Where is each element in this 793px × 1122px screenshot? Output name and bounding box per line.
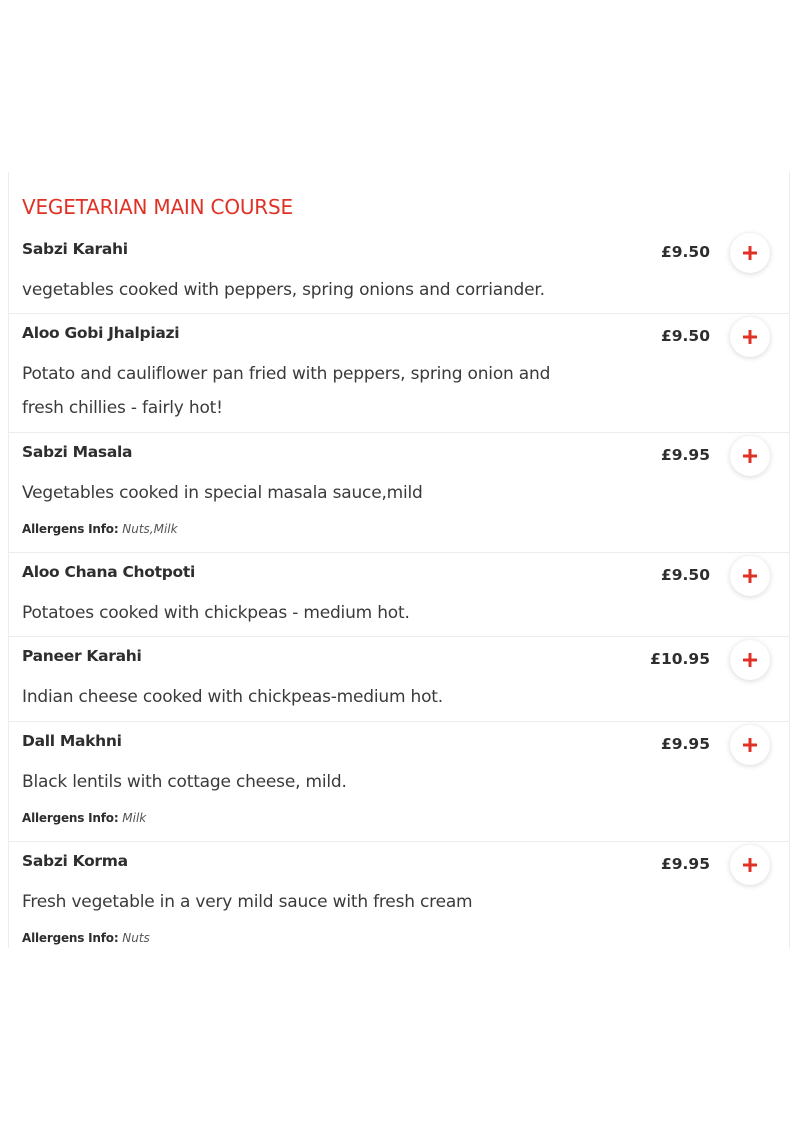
item-description: Black lentils with cottage cheese, mild. <box>22 772 347 792</box>
item-name: Sabzi Karahi <box>22 240 128 258</box>
allergens-label: Allergens Info: <box>22 522 119 536</box>
menu-item <box>9 433 789 553</box>
menu-item <box>9 553 789 637</box>
allergens-info <box>22 521 178 537</box>
plus-icon <box>742 857 758 873</box>
add-to-order-button[interactable] <box>730 725 770 765</box>
item-description: Indian cheese cooked with chickpeas-medium hot. <box>22 687 443 707</box>
item-description: Potato and cauliflower pan fried with peppers, spring onion and fresh chillies - fairly hot! <box>22 364 551 418</box>
menu-item-list <box>9 230 789 952</box>
item-name: Sabzi Masala <box>22 443 133 461</box>
item-name: Aloo Gobi Jhalpiazi <box>22 324 180 342</box>
item-price: £9.95 <box>660 735 710 753</box>
plus-icon <box>742 652 758 668</box>
item-description: vegetables cooked with peppers, spring onions and corriander. <box>22 280 545 300</box>
item-price: £9.95 <box>660 446 710 464</box>
allergens-label: Allergens Info: <box>22 811 119 825</box>
menu-item <box>9 842 789 952</box>
add-to-order-button[interactable] <box>730 556 770 596</box>
add-to-order-button[interactable] <box>730 640 770 680</box>
item-name: Paneer Karahi <box>22 647 142 665</box>
plus-icon <box>742 448 758 464</box>
menu-item <box>9 314 789 433</box>
plus-icon <box>742 245 758 261</box>
menu-item <box>9 722 789 842</box>
item-price: £9.50 <box>660 243 710 261</box>
section-title: VEGETARIAN MAIN COURSE <box>22 195 293 219</box>
item-description: Vegetables cooked in special masala sauce,mild <box>22 483 423 503</box>
menu-panel <box>8 172 790 948</box>
add-to-order-button[interactable] <box>730 436 770 476</box>
plus-icon <box>742 737 758 753</box>
menu-item <box>9 230 789 314</box>
allergens-label: Allergens Info: <box>22 931 119 945</box>
plus-icon <box>742 329 758 345</box>
allergens-info <box>22 930 150 946</box>
item-price: £9.95 <box>660 855 710 873</box>
allergens-value: Milk <box>122 811 147 825</box>
add-to-order-button[interactable] <box>730 233 770 273</box>
item-price: £9.50 <box>660 566 710 584</box>
add-to-order-button[interactable] <box>730 845 770 885</box>
allergens-info <box>22 810 146 826</box>
allergens-value: Nuts,Milk <box>122 522 178 536</box>
add-to-order-button[interactable] <box>730 317 770 357</box>
item-description: Fresh vegetable in a very mild sauce with fresh cream <box>22 892 473 912</box>
item-description: Potatoes cooked with chickpeas - medium hot. <box>22 603 410 623</box>
plus-icon <box>742 568 758 584</box>
item-name: Sabzi Korma <box>22 852 128 870</box>
allergens-value: Nuts <box>122 931 150 945</box>
item-price: £9.50 <box>660 327 710 345</box>
item-name: Dall Makhni <box>22 732 122 750</box>
item-price: £10.95 <box>650 650 710 668</box>
menu-item <box>9 637 789 722</box>
item-name: Aloo Chana Chotpoti <box>22 563 195 581</box>
